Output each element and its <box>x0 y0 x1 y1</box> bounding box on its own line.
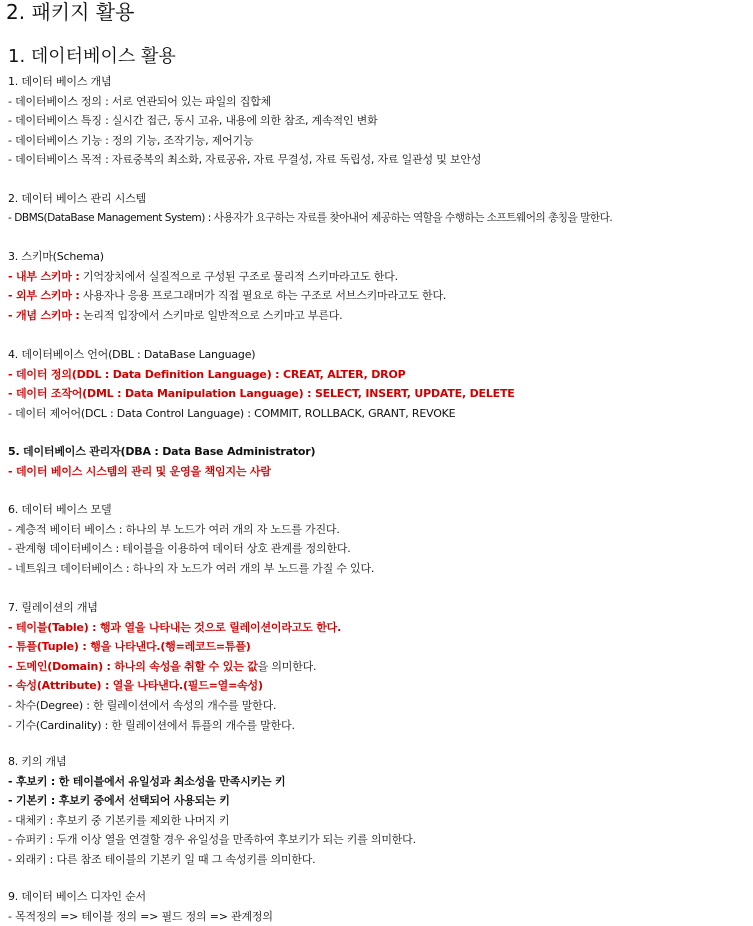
section-db-model <box>8 500 753 578</box>
list-item: - 데이터베이스 특징 : 실시간 접근, 동시 고유, 내용에 의한 참조, 계속적인 변화 <box>8 114 378 128</box>
section-design-order <box>8 887 753 926</box>
list-item: - 튜플(Tuple) : 행을 나타낸다.(행=레코드=튜플) <box>8 640 251 654</box>
section-keys <box>8 752 753 870</box>
list-item <box>8 657 753 677</box>
section-title: 9. 데이터 베이스 디자인 순서 <box>8 890 146 903</box>
section-title: 6. 데이터 베이스 모델 <box>8 503 112 516</box>
section-title: 5. 데이터베이스 관리자(DBA : Data Base Administrator) <box>8 445 316 458</box>
list-item: - 데이터 제어어(DCL : Data Control Language) : COMMIT, ROLLBACK, GRANT, REVOKE <box>8 406 456 420</box>
conceptual-schema-text: 논리적 입장에서 스키마로 일반적으로 스키마고 부른다. <box>79 308 343 322</box>
section-title: 1. 데이터 베이스 개념 <box>8 75 112 88</box>
section-schema <box>8 247 753 325</box>
list-item: - 계층적 베이터 베이스 : 하나의 부 노드가 여러 개의 자 노드를 가진다. <box>8 522 340 536</box>
list-item: - 외래키 : 다른 참조 테이블의 기본키 일 때 그 속성키를 의미한다. <box>8 852 316 866</box>
list-item: - 테이블(Table) : 행과 열을 나타내는 것으로 릴레이션이라고도 한다. <box>8 620 342 634</box>
page-subheading: 1. 데이터베이스 활용 <box>8 46 176 67</box>
list-item <box>8 306 753 326</box>
list-item <box>8 286 753 306</box>
external-schema-text: 사용자나 응용 프로그래머가 직접 필요로 하는 구조로 서브스키마라고도 한다. <box>79 289 447 303</box>
domain-text: 을 의미한다. <box>257 659 317 673</box>
list-item: - 후보키 : 한 테이블에서 유일성과 최소성을 만족시키는 키 <box>8 774 286 788</box>
list-item: - 차수(Degree) : 한 릴레이션에서 속성의 개수를 말한다. <box>8 698 277 712</box>
domain-label: - 도메인(Domain) : 하나의 속성을 취할 수 있는 값 <box>8 659 258 673</box>
list-item: - 데이터 조작어(DML : Data Manipulation Language) : SELECT, INSERT, UPDATE, DELETE <box>8 387 515 401</box>
list-item: - 데이터베이스 정의 : 서로 연관되어 있는 파일의 집합체 <box>8 94 272 108</box>
section-relation <box>8 598 753 735</box>
external-schema-label: - 외부 스키마 : <box>8 289 80 303</box>
list-item: - 기본키 : 후보키 중에서 선택되어 사용되는 키 <box>8 794 230 808</box>
section-title: 3. 스키마(Schema) <box>8 250 104 263</box>
list-item: - DBMS(DataBase Management System) : 사용자가 요구하는 자료를 찾아내어 제공하는 역할을 수행하는 소프트웨어의 총칭을 말한다. <box>8 211 613 224</box>
internal-schema-label: - 내부 스키마 : <box>8 269 80 283</box>
list-item: - 데이터베이스 기능 : 정의 기능, 조작기능, 제어기능 <box>8 133 254 147</box>
list-item: - 기수(Cardinality) : 한 릴레이션에서 튜플의 개수를 말한다. <box>8 718 295 732</box>
section-db-concept <box>8 72 753 170</box>
section-title: 4. 데이터베이스 언어(DBL : DataBase Language) <box>8 348 256 361</box>
section-title: 2. 데이터 베이스 관리 시스템 <box>8 192 146 205</box>
section-title: 7. 릴레이션의 개념 <box>8 601 98 614</box>
list-item: - 속성(Attribute) : 열을 나타낸다.(필드=열=속성) <box>8 679 263 693</box>
section-dba <box>8 442 753 481</box>
list-item: - 대체키 : 후보키 중 기본키를 제외한 나머지 키 <box>8 813 230 827</box>
section-db-language <box>8 345 753 423</box>
section-dbms <box>8 189 753 228</box>
list-item: - 데이터 베이스 시스템의 관리 및 운영을 책임지는 사람 <box>8 464 271 478</box>
page-heading: 2. 패키지 활용 <box>6 0 135 24</box>
list-item: - 데이터 정의(DDL : Data Definition Language) : CREAT, ALTER, DROP <box>8 367 406 381</box>
list-item: - 목적정의 => 테이블 정의 => 필드 정의 => 관계정의 <box>8 909 273 923</box>
list-item: - 네트워크 데이터베이스 : 하나의 자 노드가 여러 개의 부 노드를 가질 수 있다. <box>8 561 375 575</box>
list-item <box>8 267 753 287</box>
list-item: - 데이터베이스 목적 : 자료중복의 최소화, 자료공유, 자료 무결성, 자료 독립성, 자료 일관성 및 보안성 <box>8 153 482 167</box>
conceptual-schema-label: - 개념 스키마 : <box>8 308 80 322</box>
list-item: - 관계형 데이터베이스 : 테이블을 이용하여 데이터 상호 관계를 정의한다. <box>8 542 351 556</box>
list-item: - 슈퍼키 : 두개 이상 열을 연결할 경우 유일성을 만족하여 후보키가 되는 키를 의미한다. <box>8 833 416 847</box>
section-title: 8. 키의 개념 <box>8 755 67 768</box>
internal-schema-text: 기억장치에서 실질적으로 구성된 구조로 물리적 스키마라고도 한다. <box>79 269 398 283</box>
